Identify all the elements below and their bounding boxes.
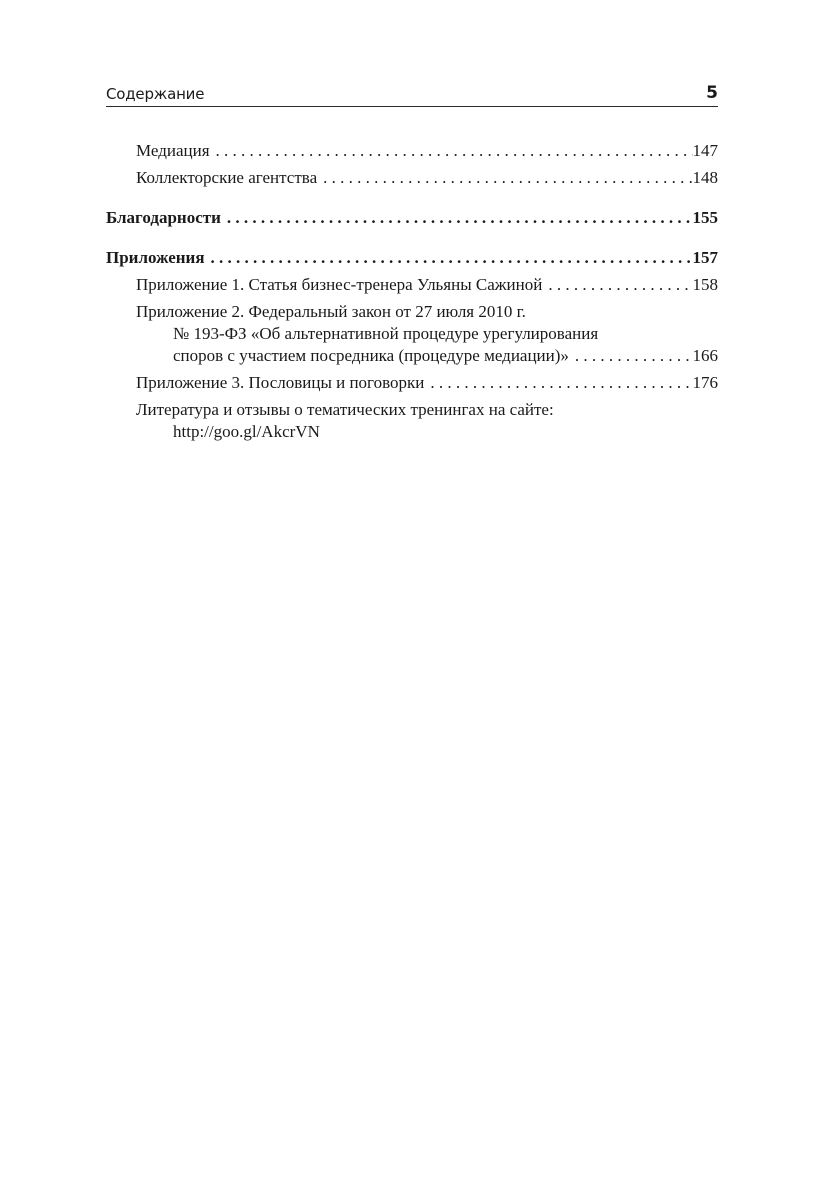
dot-leader <box>205 247 693 269</box>
page-header <box>106 82 718 107</box>
toc-entry-label-line-1: Литература и отзывы о тематических тренингах на сайте: <box>136 400 554 419</box>
toc-entry-label-line-2: № 193-ФЗ «Об альтернативной процедуре урегулирования <box>173 324 599 343</box>
dot-leader <box>210 140 693 162</box>
dot-leader <box>317 167 692 189</box>
toc-entry-label-line-1: Приложение 2. Федеральный закон от 27 июля 2010 г. <box>136 302 526 321</box>
toc-entry-page: 158 <box>692 275 718 294</box>
dot-leader <box>221 207 693 229</box>
toc-entry-label: Медиация <box>136 141 210 160</box>
toc-entry-appendix-2 <box>106 301 718 367</box>
toc-entry-thanks <box>106 207 718 229</box>
dot-leader <box>569 345 693 367</box>
toc-entry-page: 155 <box>692 208 718 227</box>
toc-entry-page: 166 <box>692 346 718 365</box>
toc-entry-label: Коллекторские агентства <box>136 168 318 187</box>
page-number: 5 <box>706 83 718 103</box>
toc-entry-label: Приложение 1. Статья бизнес-тренера Ульяны Сажиной <box>136 275 543 294</box>
toc-entry-page: 147 <box>692 141 718 160</box>
toc-entry-page: 176 <box>692 373 718 392</box>
running-title: Содержание <box>106 85 205 103</box>
toc-entry-page: 157 <box>692 248 718 267</box>
toc-entry-label-line-3: споров с участием посредника (процедуре медиации)» <box>173 346 569 365</box>
toc-entry-literature <box>106 399 718 443</box>
toc-entry-appendix-3 <box>106 372 718 394</box>
toc-entry-collectors <box>106 167 718 189</box>
toc-entry-appendix-1 <box>106 274 718 296</box>
toc-entry-label: Приложение 3. Пословицы и поговорки <box>136 373 425 392</box>
dot-leader <box>542 274 692 296</box>
table-of-contents <box>106 140 718 443</box>
toc-entry-label: Приложения <box>106 248 205 267</box>
dot-leader <box>424 372 692 394</box>
toc-entry-label: Благодарности <box>106 208 221 227</box>
toc-entry-mediation <box>106 140 718 162</box>
literature-link[interactable]: http://goo.gl/AkcrVN <box>173 422 320 441</box>
toc-entry-appendices <box>106 247 718 269</box>
toc-entry-page: 148 <box>692 168 718 187</box>
